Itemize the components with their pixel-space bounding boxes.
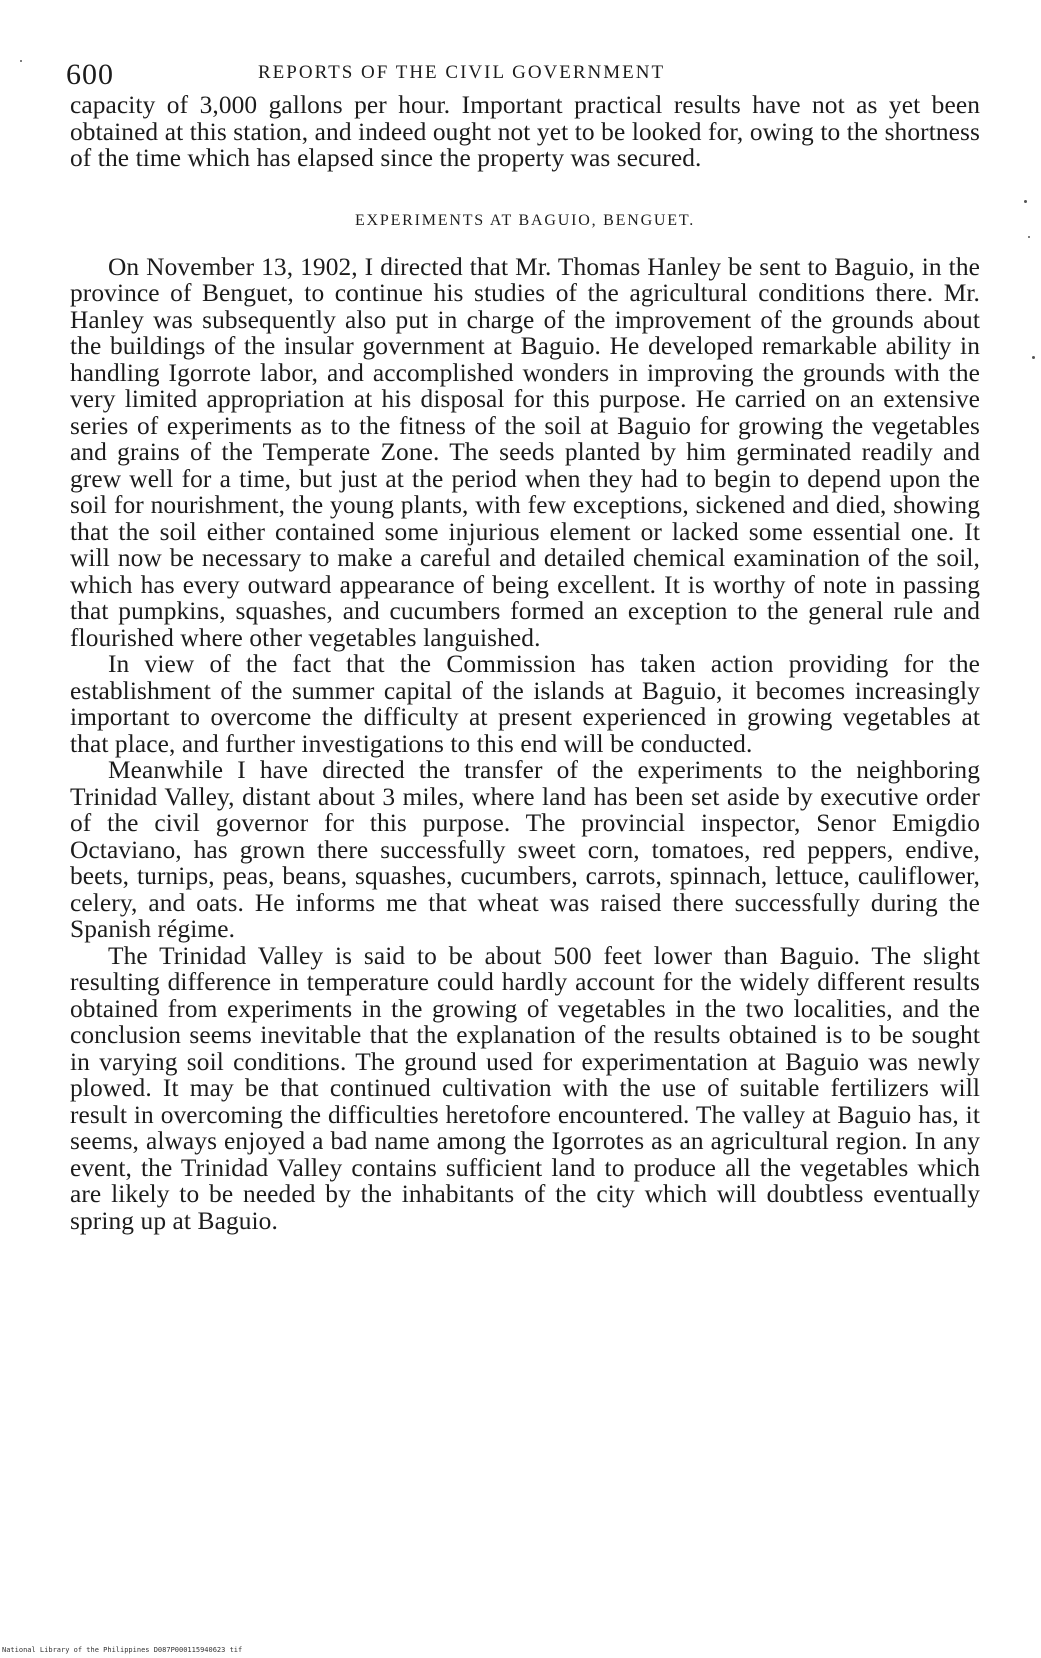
opening-paragraph: capacity of 3,000 gallons per hour. Important practical results have not as yet been obtained at this station, and indeed ought not yet to be looked for, owing to the shortness of the time which has elapsed since the property was secured. bbox=[70, 91, 980, 172]
document-page bbox=[66, 46, 980, 1235]
body-paragraph-2: In view of the fact that the Commission has taken action providing for the establishment of the summer capital of the islands at Baguio, it becomes increasingly important to overcome the difficulty at present experienced in growing vegetables at that place, and further investigations to this end will be conducted. bbox=[70, 650, 980, 758]
running-head bbox=[66, 46, 980, 92]
body-paragraph-1: On November 13, 1902, I directed that Mr. Thomas Hanley be sent to Baguio, in the province of Benguet, to continue his studies of the agricultural conditions there. Mr. Hanley was subsequently also put in charge of the improvement of the grounds about the buildings of the insular government at Baguio. He developed remarkable ability in handling Igorrote labor, and accomplished wonders in improving the grounds with the very limited appropriation at his disposal for this purpose. He carried on an extensive series of experiments as to the fitness of the soil at Baguio for growing the vegetables and grains of the Temperate Zone. The seeds planted by him germinated readily and grew well for a time, but just at the period when they had to begin to depend upon the soil for nourishment, the young plants, with few exceptions, sickened and died, showing that the soil either contained some injurious element or lacked some essential one. It will now be necessary to make a careful and detailed chemical examination of the soil, which has every outward appearance of being excellent. It is worthy of note in passing that pumpkins, squashes, and cucumbers formed an exception to the general rule and flourished where other vegetables languished. bbox=[70, 252, 980, 652]
scan-speck bbox=[1024, 200, 1027, 203]
scan-speck bbox=[20, 60, 22, 62]
section-heading: EXPERIMENTS AT BAGUIO, BENGUET. bbox=[354, 211, 696, 229]
page-number: 600 bbox=[66, 58, 114, 91]
running-head-title: REPORTS OF THE CIVIL GOVERNMENT bbox=[258, 62, 666, 83]
body-paragraph-4: The Trinidad Valley is said to be about 500 feet lower than Baguio. The slight resulting difference in temperature could hardly account for the widely different results obtained from experiments in the growing of vegetables in the two localities, and the conclusion seems inevitable that the explanation of the results obtained is to be sought in varying soil conditions. The ground used for experimentation at Baguio was newly plowed. It may be that continued cultivation with the use of suitable fertilizers will result in overcoming the difficulties heretofore encountered. The valley at Baguio has, it seems, always enjoyed a bad name among the Igorrotes as an agricultural region. In any event, the Trinidad Valley contains sufficient land to produce all the vegetables which are likely to be needed by the inhabitants of the city which will doubtless eventually spring up at Baguio. bbox=[70, 941, 980, 1235]
scan-speck bbox=[1032, 356, 1035, 359]
library-footer-note: National Library of the Philippines D087P000115940623 tif bbox=[2, 1646, 243, 1654]
scan-speck bbox=[1028, 236, 1030, 238]
body-paragraph-3: Meanwhile I have directed the transfer of the experiments to the neighboring Trinidad Valley, distant about 3 miles, where land has been set aside by executive order of the civil governor for this purpose. The provincial inspector, Senor Emigdio Octaviano, has grown there successfully sweet corn, tomatoes, red peppers, endive, beets, turnips, peas, beans, squashes, cucumbers, carrots, spinnach, lettuce, cauliflower, celery, and oats. He informs me that wheat was raised there successfully during the Spanish régime. bbox=[70, 756, 980, 943]
